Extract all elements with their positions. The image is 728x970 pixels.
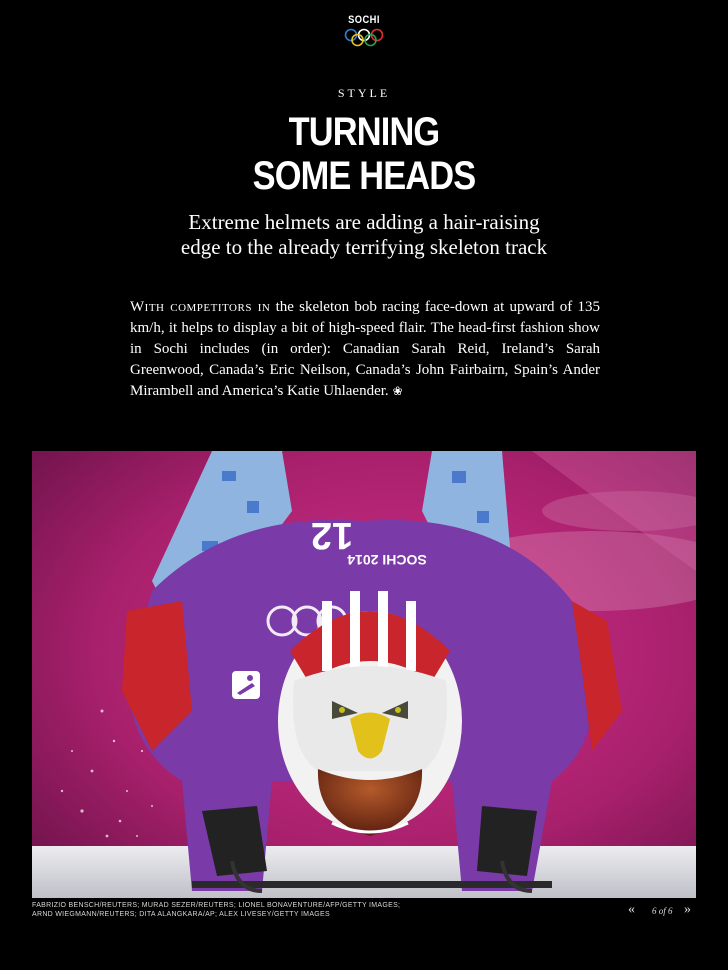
page-count: 6 of 6 <box>652 906 673 916</box>
body-text <box>130 297 600 402</box>
skeleton-racer-illustration <box>32 451 696 898</box>
headline <box>0 110 728 198</box>
pager <box>628 902 698 919</box>
skeleton-pictogram-icon <box>232 671 260 699</box>
deck-line-1: Extreme helmets are adding a hair-raising <box>188 210 540 234</box>
deck-line-2: edge to the already terrifying skeleton track <box>180 235 548 259</box>
headline-line-2: SOME HEADS <box>252 154 476 198</box>
headline-line-1: TURNING <box>288 110 440 154</box>
body-copy: the skeleton bob racing face-down at upward of 135 km/h, it helps to display a bit of high-speed flair. The head-first fashion show in Sochi includes (in order): Canadian Sarah Reid, Ireland’s Sarah Greenwood, Canada’s Eric Neilson, Canada’s John Fairbairn, Spain’s Ander Mirambell and America’s Katie Uhlaender. <box>130 299 600 399</box>
sled-text: SOCHI 2014 <box>347 552 427 568</box>
photo-credit <box>32 901 400 919</box>
deck <box>0 210 728 260</box>
hero-photo <box>32 451 696 898</box>
section-label: STYLE <box>337 86 391 100</box>
sochi-logo <box>340 14 388 50</box>
credit-line-1: FABRIZIO BENSCH/REUTERS; MURAD SEZER/REUTERS; LIONEL BONAVENTURE/AFP/GETTY IMAGES; <box>32 902 401 909</box>
body-lead: With competitors in <box>130 299 271 315</box>
bib-number: 12 <box>310 514 354 556</box>
double-chevron-left-icon[interactable]: « <box>628 902 635 917</box>
olympic-rings-icon <box>343 28 385 48</box>
credit-line-2: ARND WIEGMANN/REUTERS; DITA ALANGKARA/AP; ALEX LIVESEY/GETTY IMAGES <box>32 911 330 918</box>
maple-leaf-icon: ❀ <box>392 384 403 398</box>
double-chevron-right-icon[interactable]: » <box>684 902 691 917</box>
logo-text: SOCHI <box>348 14 380 26</box>
